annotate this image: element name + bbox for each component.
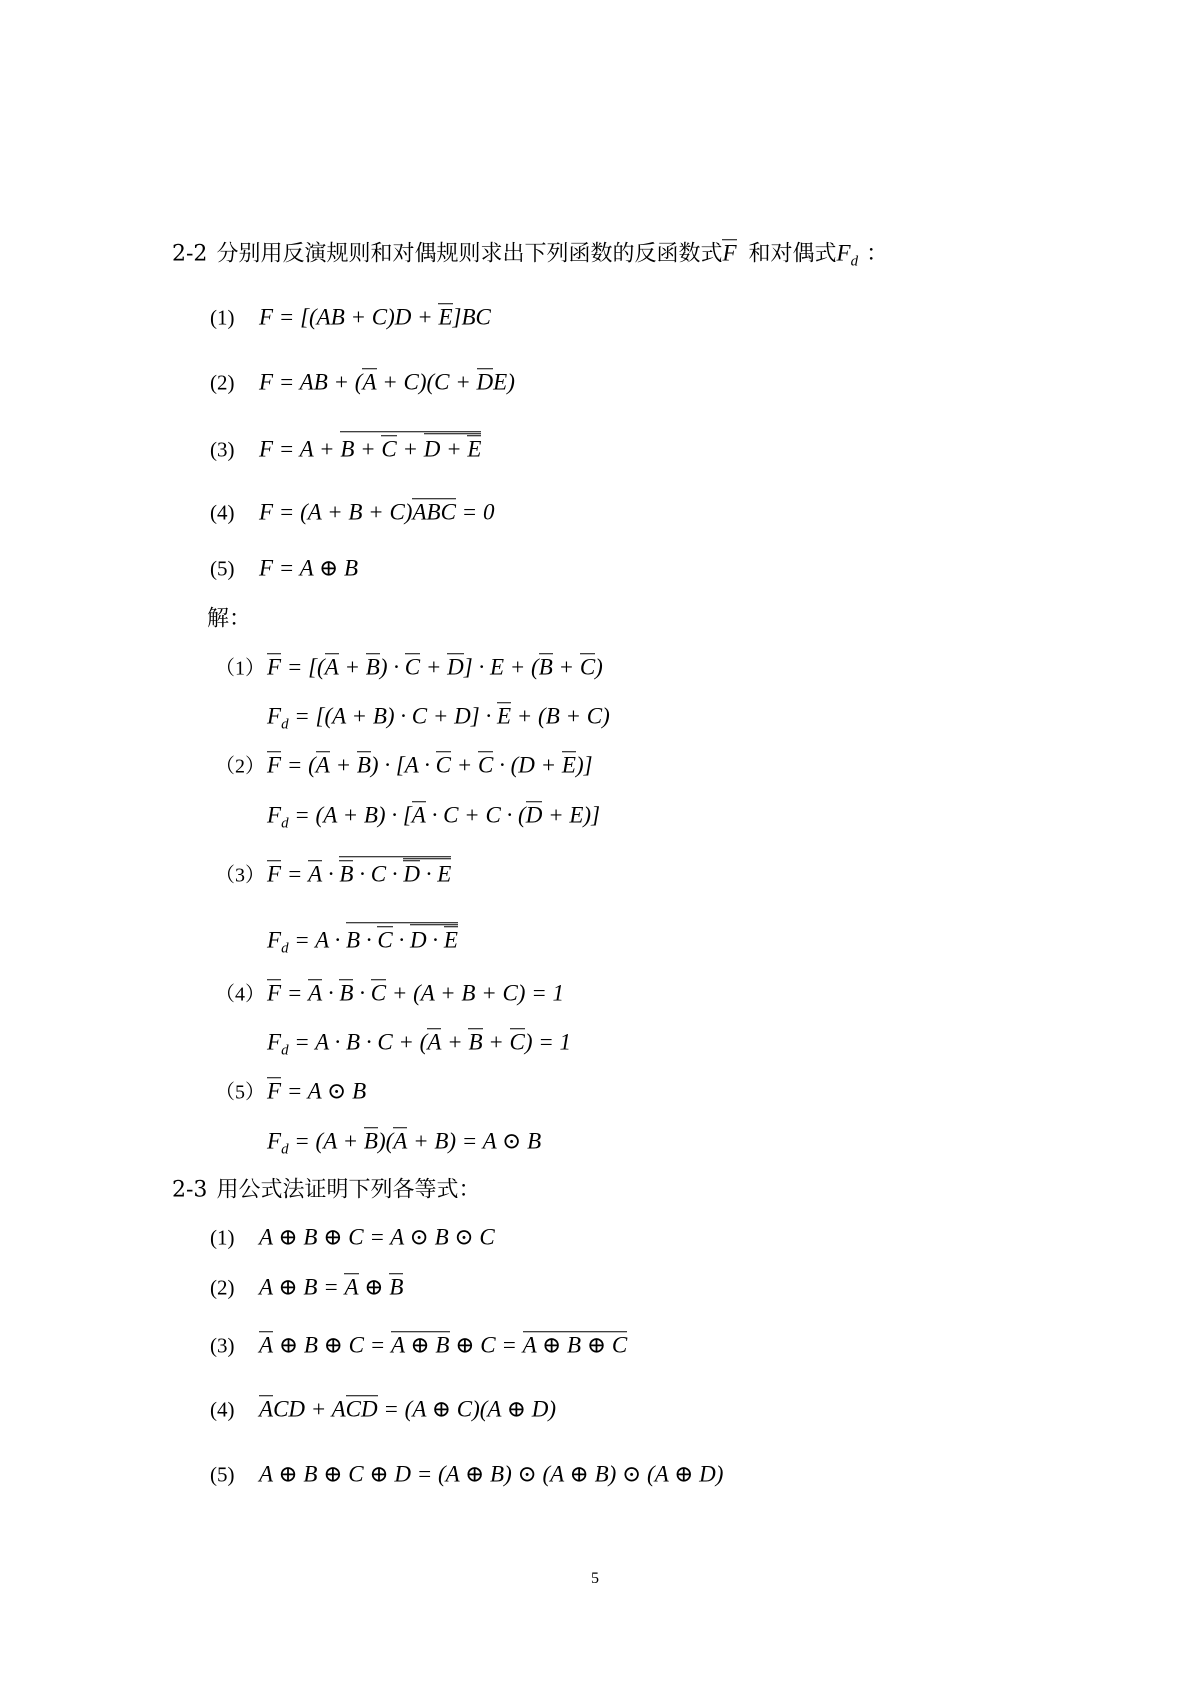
math-text: F <box>722 240 737 266</box>
overline-group <box>438 303 452 329</box>
math-text: E <box>443 927 458 953</box>
math-text: F <box>267 654 282 680</box>
math-text: A <box>393 1128 408 1154</box>
overline-group <box>441 498 456 524</box>
overline-group <box>316 751 330 777</box>
overline-group <box>410 924 458 952</box>
exercise-prompt-middle: 和对偶式 <box>748 241 837 267</box>
math-text: B <box>538 654 553 680</box>
math-text: + (A + B + C) = 1 <box>386 980 564 1006</box>
math-text: E <box>438 304 453 330</box>
exercise-number: 2-2 <box>172 241 208 267</box>
math-text: · <box>322 980 340 1006</box>
math-text: + <box>451 752 479 778</box>
math-text: A <box>315 752 330 778</box>
identity-expression <box>259 1274 403 1299</box>
math-text: A <box>308 980 323 1006</box>
overline-group <box>361 1395 378 1421</box>
math-text: ⊕ <box>358 1274 390 1300</box>
item-number: (1) <box>210 305 235 330</box>
overline-group <box>267 1077 281 1103</box>
math-text: A ⊕ B ⊕ C = A ⊙ B ⊙ C <box>259 1224 495 1250</box>
math-text: F <box>267 802 282 828</box>
math-text: ) = 1 <box>524 1029 572 1055</box>
math-text: = (A ⊕ C)(A ⊕ D) <box>377 1396 557 1422</box>
math-text: A <box>412 499 427 525</box>
overline-group <box>371 979 386 1005</box>
exercise-prompt-end: ： <box>866 241 889 267</box>
math-text: · <box>353 980 371 1006</box>
math-text: B · <box>346 927 378 953</box>
math-text: A ⊕ B = <box>259 1274 345 1300</box>
inverse-expression <box>267 980 564 1005</box>
item-number: (2) <box>210 1275 235 1300</box>
math-text: E <box>496 703 512 729</box>
subscript: d <box>281 1042 289 1059</box>
function-expression <box>259 436 481 461</box>
problem-item-2 <box>210 368 515 397</box>
overline-group <box>308 979 322 1005</box>
overline-group <box>339 856 451 886</box>
overline-group <box>346 922 458 952</box>
identity-expression <box>259 1396 556 1421</box>
math-text: + B) = A ⊙ B <box>407 1128 542 1154</box>
math-text: )] <box>575 752 593 778</box>
math-text: A <box>259 1332 274 1358</box>
overline-group <box>381 435 396 461</box>
overline-group <box>562 751 576 777</box>
problem-item-1 <box>210 303 491 332</box>
math-text: C <box>404 654 421 680</box>
math-text: + C)(C + <box>376 369 477 395</box>
overline-group <box>468 1028 482 1054</box>
solution-3-inverse <box>215 856 451 889</box>
item-number: (3) <box>210 1333 235 1358</box>
math-text: D <box>476 369 494 395</box>
overline-group <box>436 751 451 777</box>
math-text: C <box>440 499 456 525</box>
math-text: F <box>267 1029 282 1055</box>
math-text: B <box>468 1029 483 1055</box>
math-text: B + <box>340 436 382 462</box>
function-expression <box>259 555 358 580</box>
overline-group <box>267 653 281 679</box>
math-text: A <box>308 861 323 887</box>
math-text: C <box>370 980 387 1006</box>
solution-2-dual <box>267 801 600 830</box>
solution-number: （3） <box>215 864 265 887</box>
overline-group <box>427 498 441 524</box>
overline-group <box>267 860 281 886</box>
overline-group <box>580 653 595 679</box>
overline-group <box>391 1331 449 1357</box>
math-text: · (D + <box>493 752 562 778</box>
overline-group <box>497 702 511 728</box>
solution-number: （5） <box>215 1081 265 1104</box>
math-text: + <box>482 1029 510 1055</box>
math-text: + <box>420 654 448 680</box>
math-text: F <box>267 980 282 1006</box>
math-text: F <box>836 240 851 266</box>
math-text: F = [(AB + C)D + <box>259 304 439 330</box>
proof-item-3 <box>210 1331 627 1360</box>
overline-group <box>477 368 494 394</box>
math-text: C <box>579 654 596 680</box>
function-expression <box>259 499 494 524</box>
overline-group <box>267 979 281 1005</box>
overline-group <box>259 1331 273 1357</box>
math-text: + <box>552 654 580 680</box>
math-text: C <box>377 927 393 953</box>
solution-2-inverse <box>215 751 593 780</box>
overline-group <box>308 860 322 886</box>
problem-item-5 <box>210 554 358 583</box>
math-text: ] · E + ( <box>463 654 539 680</box>
math-text: C <box>435 752 451 778</box>
inverse-expression <box>267 1078 366 1103</box>
exercise-prompt: 用公式法证明下列各等式： <box>216 1177 481 1203</box>
proof-item-4 <box>210 1395 556 1424</box>
overline-group <box>444 926 458 952</box>
overline-group <box>344 1273 358 1299</box>
proof-item-2 <box>210 1273 403 1302</box>
math-text: = A · B · C + ( <box>288 1029 428 1055</box>
function-expression <box>259 369 515 394</box>
problem-item-4 <box>210 498 494 527</box>
dual-function-symbol <box>836 240 859 270</box>
subscript: d <box>850 253 859 270</box>
math-text: = [( <box>281 654 325 680</box>
math-text: D <box>447 654 464 680</box>
math-text: CD + A <box>273 1396 346 1422</box>
math-text: D <box>361 1396 378 1422</box>
solution-4-dual <box>267 1028 571 1057</box>
overline-group <box>526 801 543 827</box>
math-text: A ⊕ B ⊕ C ⊕ D = (A ⊕ B) ⊙ (A ⊕ B) ⊙ (A ⊕ D) <box>259 1461 724 1487</box>
math-text: A ⊕ B <box>391 1332 450 1358</box>
item-number: (5) <box>210 1462 235 1487</box>
math-text: C <box>345 1396 362 1422</box>
overline-group <box>346 1395 361 1421</box>
math-text: E <box>467 436 482 462</box>
math-text: ]BC <box>452 304 491 330</box>
solution-4-inverse <box>215 979 564 1008</box>
overline-group <box>389 1273 403 1299</box>
solution-5-inverse <box>215 1077 366 1106</box>
solution-number: （4） <box>215 983 265 1006</box>
subscript: d <box>281 940 289 957</box>
math-text: C <box>509 1029 525 1055</box>
math-text: · <box>392 927 410 953</box>
math-text: F = A + <box>259 436 341 462</box>
math-text: ) · [A · <box>370 752 436 778</box>
math-text: F <box>267 1128 282 1154</box>
identity-expression <box>259 1224 495 1249</box>
math-text: A <box>344 1274 359 1300</box>
overline-group <box>403 860 420 886</box>
overline-group <box>325 653 339 679</box>
exercise-prompt: 分别用反演规则和对偶规则求出下列函数的反函数式 <box>216 241 723 267</box>
overline-group <box>339 860 353 886</box>
math-text: B <box>389 1274 404 1300</box>
math-text: + (B + C) <box>511 703 610 729</box>
math-text: F = A ⊕ B <box>259 555 359 581</box>
function-expression <box>259 304 491 329</box>
math-text: F = (A + B + C) <box>259 499 413 525</box>
overline-group <box>362 368 376 394</box>
item-number: (1) <box>210 1225 235 1250</box>
item-number: (4) <box>210 1397 235 1422</box>
math-text: B <box>339 980 354 1006</box>
math-text: = [(A + B) · C + D] · <box>288 703 497 729</box>
overline-group <box>366 653 380 679</box>
math-text: D <box>403 861 420 887</box>
overline-group <box>478 751 493 777</box>
page-number: 5 <box>591 1570 599 1587</box>
identity-expression <box>259 1332 627 1357</box>
overline-group <box>424 433 482 461</box>
overline-group <box>357 751 371 777</box>
item-number: (5) <box>210 556 235 581</box>
math-text: E <box>561 752 576 778</box>
solution-5-dual <box>267 1127 541 1156</box>
math-text: B <box>365 654 380 680</box>
math-text: F = AB + ( <box>259 369 363 395</box>
math-text: + <box>338 654 366 680</box>
solution-3-dual <box>267 922 458 955</box>
exercise-2-2-heading <box>172 239 888 268</box>
math-text: ⊕ B ⊕ C = <box>273 1332 392 1358</box>
math-text: B <box>426 499 441 525</box>
math-text: A <box>324 654 339 680</box>
overline-group <box>523 1331 628 1357</box>
solution-number: （1） <box>215 657 265 680</box>
dual-expression <box>267 927 458 957</box>
math-text: = (A + B) · [ <box>288 802 412 828</box>
math-text: = A ⊙ B <box>281 1078 367 1104</box>
dual-expression <box>267 1029 572 1059</box>
math-text: F <box>267 927 282 953</box>
identity-expression <box>259 1461 723 1486</box>
overline-group <box>267 751 281 777</box>
solution-1-inverse <box>215 653 603 682</box>
overline-group <box>539 653 553 679</box>
dual-expression <box>267 1128 542 1158</box>
math-text: + <box>329 752 357 778</box>
math-text: C <box>478 752 494 778</box>
overline-group <box>722 239 736 265</box>
math-text: A ⊕ B ⊕ C <box>522 1332 628 1358</box>
math-text: A <box>427 1029 442 1055</box>
math-text: B <box>356 752 371 778</box>
math-text: E) <box>493 369 515 395</box>
subscript: d <box>281 716 289 733</box>
math-text: = ( <box>281 752 316 778</box>
math-text: B <box>339 861 354 887</box>
math-text: + E)] <box>542 802 601 828</box>
inverse-expression <box>267 861 451 886</box>
math-text: A <box>411 802 426 828</box>
math-text: D · <box>409 927 444 953</box>
solution-1-dual <box>267 702 610 731</box>
item-number: (2) <box>210 370 235 395</box>
math-text: A <box>362 369 377 395</box>
math-text: F <box>267 861 282 887</box>
proof-item-1 <box>210 1223 495 1252</box>
overline-group <box>377 926 392 952</box>
math-text: + <box>396 436 424 462</box>
math-text: ) <box>595 654 603 680</box>
math-text: = <box>281 980 309 1006</box>
inverse-function-symbol <box>722 240 736 265</box>
math-text: D <box>525 802 543 828</box>
inverse-expression <box>267 654 603 679</box>
math-text: = (A + <box>288 1128 364 1154</box>
math-text: B <box>363 1128 378 1154</box>
overline-group <box>412 498 426 524</box>
inverse-expression <box>267 752 593 777</box>
overline-group <box>403 858 451 886</box>
dual-expression <box>267 703 610 733</box>
math-text: · E <box>419 861 452 887</box>
overline-group <box>340 431 481 461</box>
math-text: + <box>441 1029 469 1055</box>
math-text: ⊕ C = <box>449 1332 523 1358</box>
math-text: = A · <box>288 927 347 953</box>
item-number: (3) <box>210 437 235 462</box>
math-text: C <box>381 436 397 462</box>
overline-group <box>259 1395 273 1421</box>
subscript: d <box>281 815 289 832</box>
overline-group <box>467 435 481 461</box>
problem-item-3 <box>210 431 481 464</box>
overline-group <box>412 801 426 827</box>
solution-number: （2） <box>215 755 265 778</box>
math-text: = <box>281 861 309 887</box>
overline-group <box>393 1127 407 1153</box>
math-text: · <box>322 861 340 887</box>
math-text: A <box>259 1396 274 1422</box>
overline-group <box>510 1028 525 1054</box>
math-text: ) · <box>379 654 405 680</box>
math-text: F <box>267 703 282 729</box>
math-text: · C + C · ( <box>425 802 526 828</box>
overline-group <box>427 1028 441 1054</box>
dual-expression <box>267 802 601 832</box>
overline-group <box>447 653 464 679</box>
exercise-2-3-heading <box>172 1177 480 1205</box>
overline-group <box>405 653 420 679</box>
proof-item-5 <box>210 1460 723 1489</box>
overline-group <box>339 979 353 1005</box>
overline-group <box>364 1127 378 1153</box>
math-text: F <box>267 1078 282 1104</box>
item-number: (4) <box>210 500 235 525</box>
math-text: D + <box>423 436 468 462</box>
math-text: )( <box>377 1128 394 1154</box>
math-text: · C · <box>353 861 404 887</box>
math-text: = 0 <box>455 499 495 525</box>
solution-label: 解： <box>207 606 252 632</box>
math-text: F <box>267 752 282 778</box>
exercise-number: 2-3 <box>172 1177 208 1203</box>
subscript: d <box>281 1141 289 1158</box>
